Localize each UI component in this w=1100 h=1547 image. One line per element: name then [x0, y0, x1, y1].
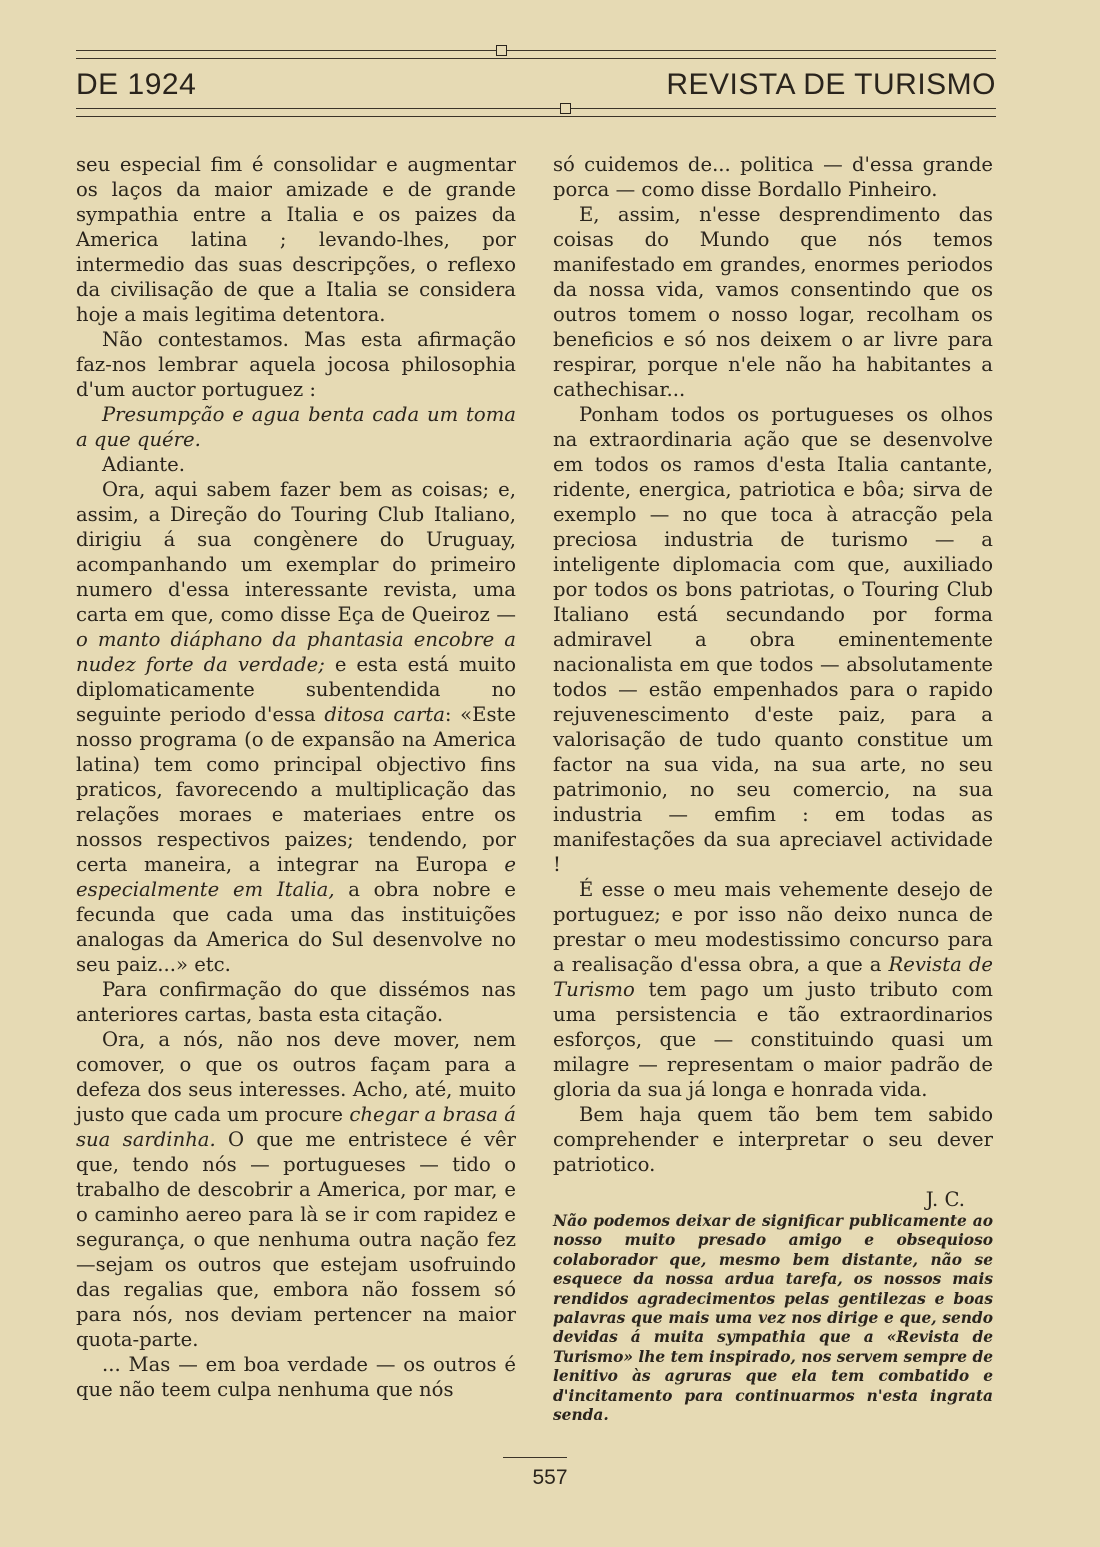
paragraph: Adiante. — [102, 453, 185, 476]
author-signature: J. C. — [925, 1188, 965, 1211]
paragraph: É esse o meu mais vehemente desejo de portuguez; e por isso não deixo nunca de prestar o meu modestissimo concurso para a realisação d'essa obra, a que a Revista de Turismo tem pago um justo tributo com uma persistencia e tão extraordinarios esforços, que — constituindo quasi um milagre — representam o maior padrão de gloria da sua já longa e honrada vida. — [553, 878, 993, 1101]
quote-proverb: Presumpção e agua benta cada um toma a que quére. — [76, 403, 516, 451]
paragraph: Para confirmação do que dissémos nas anteriores cartas, basta esta citação. — [76, 978, 516, 1026]
left-column — [76, 152, 516, 1402]
paragraph: seu especial fim é consolidar e augmentar os laços da maior amizade e de grande sympathia entre a Italia e os paizes da America latina ; levando-lhes, por intermedio das suas descripções, o reflexo da civilisação de que a Italia se considera hoje a mais legitima detentora. — [76, 153, 516, 326]
right-column — [553, 152, 993, 1212]
paragraph: Ora, a nós, não nos deve mover, nem comover, o que os outros façam para a defeza dos seus interesses. Acho, até, muito justo que cada um procure chegar a brasa á sua sardinha. O que me entristece é vêr que, tendo nós — portugueses — tido o trabalho de descobrir a America, por mar, e o caminho aereo para là se ir com rapidez e segurança, o que nenhuma outra nação fez—sejam os outros que estejam usofruindo das regalias que, embora não fossem só para nós, nos deviam pertencer na maior quota-parte. — [76, 1028, 516, 1351]
paragraph: Não contestamos. Mas esta afirmação faz-nos lembrar aquela jocosa philosophia d'um auctor portuguez : — [76, 328, 516, 401]
rule-ornament — [560, 103, 571, 114]
page-number-rule — [503, 1457, 567, 1458]
paragraph: Ponham todos os portugueses os olhos na extraordinaria ação que se desenvolve em todos os ramos d'esta Italia cantante, ridente, energica, patriotica e bôa; sirva de exemplo — no que toca à atracção pela preciosa industria de turismo — a inteligente diplomacia com que, auxiliado por todos os bons patriotas, o Touring Club Italiano está secundando por forma admiravel a obra eminentemente nacionalista em que todos — absolutamente todos — estão empenhados para o rapido rejuvenescimento d'este paiz, para a valorisação de tudo quanto constitue um factor na sua vida, na sua arte, no seu patrimonio, no seu comercio, na sua industria — emfim : em todas as manifestações da sua apreciavel actividade ! — [553, 403, 993, 876]
header-top-rule — [76, 50, 996, 59]
paragraph: ... Mas — em boa verdade — os outros é que não teem culpa nenhuma que nós — [76, 1353, 516, 1401]
header-date: DE 1924 — [76, 68, 197, 101]
paragraph: E, assim, n'esse desprendimento das coisas do Mundo que nós temos manifestado em grandes, enormes periodos da nossa vida, vamos consentindo que os outros tomem o nosso logar, recolham os beneficios e só nos deixem o ar livre para respirar, porque n'ele não ha habitantes a cathechisar... — [553, 203, 993, 401]
page-number: 557 — [532, 1466, 568, 1489]
header-journal-title: REVISTA DE TURISMO — [666, 68, 996, 101]
header-bottom-rule — [76, 108, 996, 117]
rule-ornament — [496, 45, 507, 56]
paragraph: Bem haja quem tão bem tem sabido comprehender e interpretar o seu dever patriotico. — [553, 1103, 993, 1176]
editor-note: Não podemos deixar de significar publicamente ao nosso muito presado amigo e obsequioso colaborador que, mesmo bem distante, não se esquece da nossa ardua tarefa, os nossos mais rendidos agradecimentos pelas gentilezas e boas palavras que mais uma vez nos dirige e que, sendo devidas á muita sympathia que a «Revista de Turismo» lhe tem inspirado, nos servem sempre de lenitivo às agruras que ela tem combatido e d'incitamento para continuarmos n'esta ingrata senda. — [553, 1212, 993, 1425]
paragraph: só cuidemos de... politica — d'essa grande porca — como disse Bordallo Pinheiro. — [553, 153, 993, 201]
paragraph: Ora, aqui sabem fazer bem as coisas; e, assim, a Direção do Touring Club Italiano, dirigiu á sua congènere do Uruguay, acompanhando um exemplar do primeiro numero d'essa interessante revista, uma carta em que, como disse Eça de Queiroz — o manto diáphano da phantasia encobre a nudez forte da verdade; e esta está muito diplomaticamente subentendida no seguinte periodo d'essa ditosa carta: «Este nosso programa (o de expansão na America latina) tem como principal objectivo fins praticos, favorecendo a multiplicação das relações moraes e materiaes entre os nossos respectivos paizes; tendendo, por certa maneira, a integrar na Europa e especialmente em Italia, a obra nobre e fecunda que cada uma das instituições analogas da America do Sul desenvolve no seu paiz...» etc. — [76, 478, 516, 976]
